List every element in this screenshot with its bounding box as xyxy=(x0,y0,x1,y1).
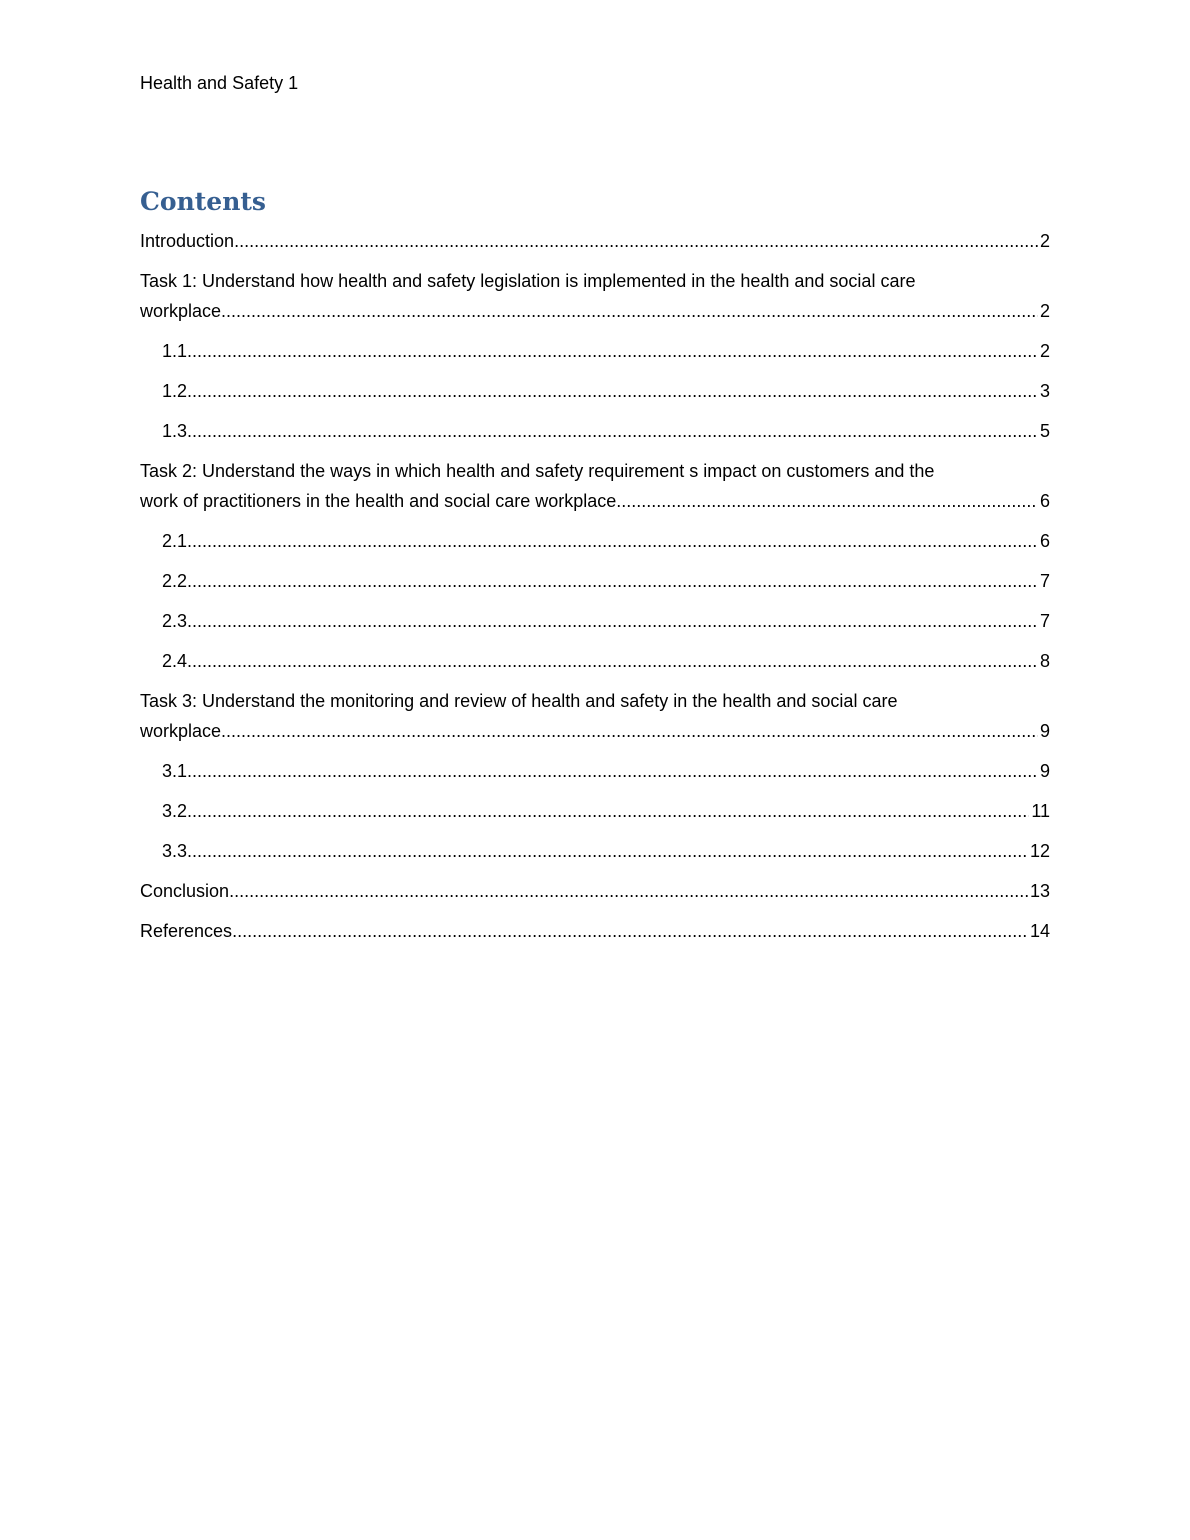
toc-entry-1-2[interactable] xyxy=(140,376,1050,406)
dot-leader xyxy=(187,376,1038,406)
toc-entry-3-2[interactable] xyxy=(140,796,1050,826)
toc-entry-label: 2.4 xyxy=(162,651,188,671)
toc-page-number: 13 xyxy=(1029,881,1050,901)
toc-page-number: 7 xyxy=(1039,611,1050,631)
toc-page-number: 11 xyxy=(1031,801,1050,821)
toc-page-number: 2 xyxy=(1039,341,1050,361)
dot-leader xyxy=(187,566,1038,596)
toc-entry-3-1[interactable] xyxy=(140,756,1050,786)
toc-entry-label: 2.3 xyxy=(162,611,188,631)
toc-entry-label: 2.2 xyxy=(162,571,188,591)
dot-leader xyxy=(221,296,1038,326)
dot-leader xyxy=(187,796,1029,826)
toc-entry-label: 1.1 xyxy=(162,341,188,361)
toc-page-number: 2 xyxy=(1039,231,1050,251)
toc-page-number: 9 xyxy=(1039,761,1050,781)
toc-entry-1-3[interactable] xyxy=(140,416,1050,446)
toc-entry-task-1[interactable] xyxy=(140,266,1050,326)
toc-page-number: 2 xyxy=(1039,301,1050,321)
toc-entry-label-line2: workplace xyxy=(140,301,222,321)
toc-entry-1-1[interactable] xyxy=(140,336,1050,366)
dot-leader xyxy=(232,916,1028,946)
toc-entry-2-1[interactable] xyxy=(140,526,1050,556)
toc-entry-label-line1: Task 1: Understand how health and safety legislation is implemented in the health and social care xyxy=(140,271,916,291)
dot-leader xyxy=(187,416,1038,446)
toc-page-number: 9 xyxy=(1039,721,1050,741)
toc-entry-task-2[interactable] xyxy=(140,456,1050,516)
dot-leader xyxy=(229,876,1028,906)
toc-entry-conclusion[interactable] xyxy=(140,876,1050,906)
toc-entry-introduction[interactable] xyxy=(140,226,1050,256)
toc-page-number: 12 xyxy=(1029,841,1050,861)
toc-entry-label: 3.1 xyxy=(162,761,188,781)
toc-entry-label: 1.2 xyxy=(162,381,188,401)
dot-leader xyxy=(221,716,1038,746)
toc-entry-label: 3.3 xyxy=(162,841,188,861)
dot-leader xyxy=(234,226,1038,256)
toc-entry-label-line1: Task 2: Understand the ways in which health and safety requirement s impact on customers and the xyxy=(140,461,935,481)
toc-entry-2-3[interactable] xyxy=(140,606,1050,636)
toc-page-number: 7 xyxy=(1039,571,1050,591)
toc-title: Contents xyxy=(140,187,267,216)
toc-page-number: 5 xyxy=(1039,421,1050,441)
toc-entry-label-line1: Task 3: Understand the monitoring and review of health and safety in the health and social care xyxy=(140,691,898,711)
page-header: Health and Safety 1 xyxy=(140,73,299,93)
toc-entry-2-2[interactable] xyxy=(140,566,1050,596)
toc-entry-label: Conclusion xyxy=(140,881,230,901)
toc-entry-label: 3.2 xyxy=(162,801,188,821)
toc-page-number: 3 xyxy=(1039,381,1050,401)
dot-leader xyxy=(187,646,1038,676)
toc-page-number: 8 xyxy=(1039,651,1050,671)
toc-entry-2-4[interactable] xyxy=(140,646,1050,676)
dot-leader xyxy=(187,756,1038,786)
toc-page-number: 6 xyxy=(1039,491,1050,511)
toc-page-number: 14 xyxy=(1029,921,1050,941)
table-of-contents xyxy=(140,226,1050,956)
toc-entry-label: 2.1 xyxy=(162,531,188,551)
toc-entry-3-3[interactable] xyxy=(140,836,1050,866)
dot-leader xyxy=(616,486,1038,516)
dot-leader xyxy=(187,836,1028,866)
dot-leader xyxy=(187,606,1038,636)
dot-leader xyxy=(187,336,1038,366)
toc-entry-references[interactable] xyxy=(140,916,1050,946)
toc-entry-task-3[interactable] xyxy=(140,686,1050,746)
dot-leader xyxy=(187,526,1038,556)
toc-entry-label-line2: work of practitioners in the health and social care workplace xyxy=(140,491,617,511)
toc-entry-label: 1.3 xyxy=(162,421,188,441)
toc-entry-label: Introduction xyxy=(140,231,235,251)
toc-page-number: 6 xyxy=(1039,531,1050,551)
toc-entry-label: References xyxy=(140,921,233,941)
toc-entry-label-line2: workplace xyxy=(140,721,222,741)
